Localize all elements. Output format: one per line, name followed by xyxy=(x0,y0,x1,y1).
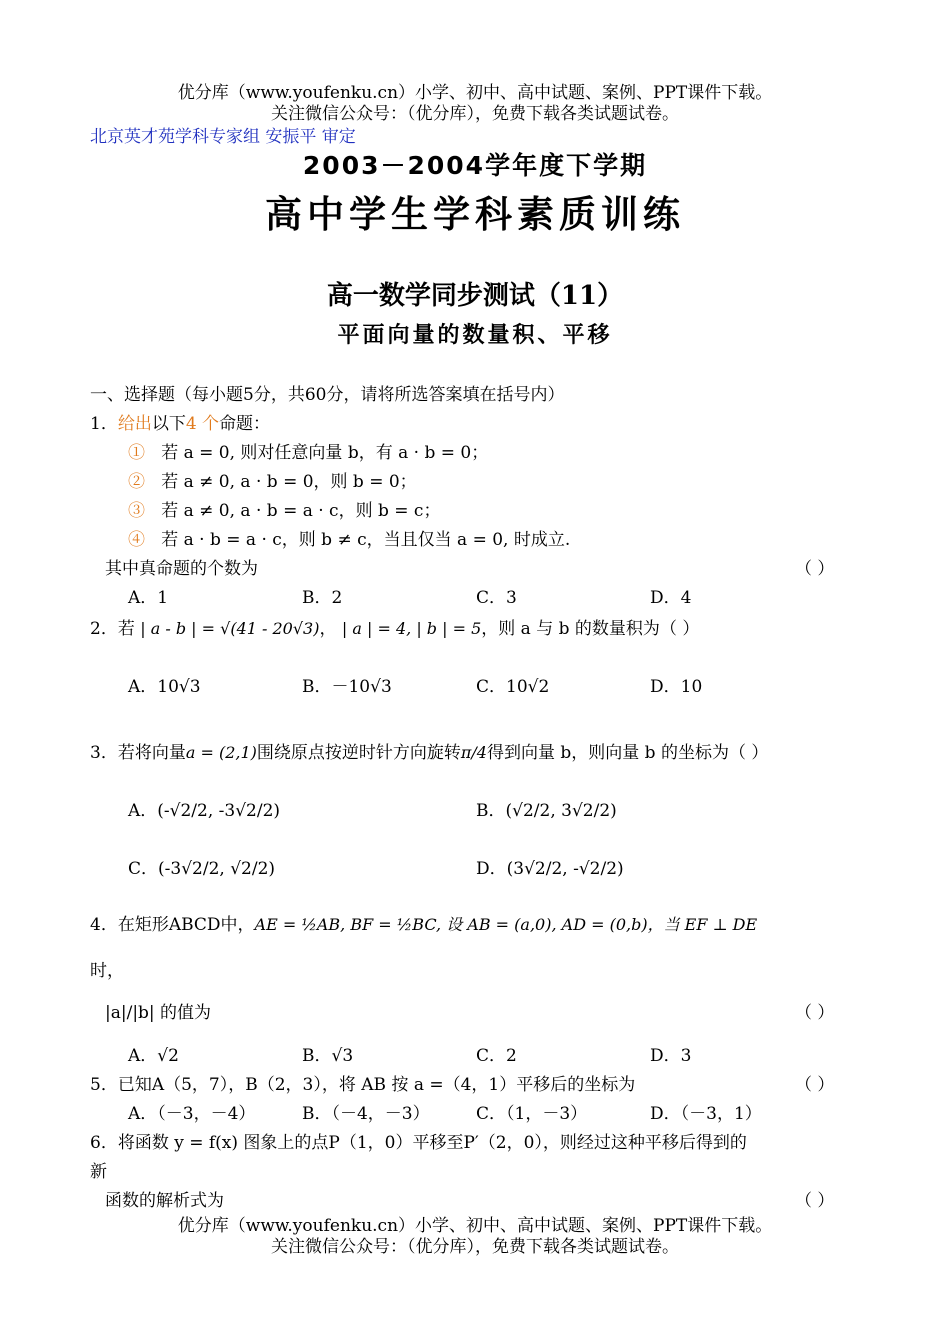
q1-tail: 命题： xyxy=(219,414,271,434)
q1-stem: 其中真命题的个数为 xyxy=(105,559,258,579)
header-line-1: 优分库（www.youfenku.cn）小学、初中、高中试题、案例、PPT课件下载。 xyxy=(177,83,773,103)
q4-stem xyxy=(90,910,757,935)
q2-stem: 2．若 | a - b | = √(41 - 20√3)， | a | = 4, | b | = 5，则 a 与 b 的数量积为 xyxy=(90,619,660,639)
q4-option-d: D．3 xyxy=(650,1046,692,1066)
q3-tail: 得到向量 b，则向量 b 的坐标为（ ） xyxy=(486,743,769,763)
footer-line-2: 关注微信公众号：（优分库），免费下载各类试题试卷。 xyxy=(271,1237,679,1257)
q5-stem: 5．已知A（5，7），B（2，3），将 AB 按 a =（4，1）平移后的坐标为 xyxy=(90,1075,636,1095)
q4-option-c: C．2 xyxy=(476,1046,517,1066)
q1-option-d: D．4 xyxy=(650,588,692,608)
q6-stem-line-1: 6．将函数 y = f(x) 图象上的点P（1，0）平移至P′（2，0），则经过这种平移后得到的 xyxy=(90,1133,747,1153)
q3-option-b: B．(√2/2, 3√2/2) xyxy=(476,801,617,821)
q5-option-d: D．（－3，1） xyxy=(650,1104,762,1124)
footer-line-1: 优分库（www.youfenku.cn）小学、初中、高中试题、案例、PPT课件下载。 xyxy=(177,1216,773,1236)
q1-option-a: A．1 xyxy=(128,588,169,608)
q1-option-c: C．3 xyxy=(476,588,517,608)
q1-item-1-text: 若 a = 0, 则对任意向量 b，有 a · b = 0； xyxy=(161,443,489,463)
q6-stem-line-2: 函数的解析式为 xyxy=(105,1191,224,1211)
q4-answer-paren: （ ） xyxy=(795,1003,835,1023)
q2-expr-2: | a | = 4, | b | = 5 xyxy=(341,619,482,638)
q3-stem xyxy=(90,738,768,763)
q1-option-b: B．2 xyxy=(302,588,343,608)
header-line-2: 关注微信公众号：（优分库），免费下载各类试题试卷。 xyxy=(271,104,679,124)
test-title: 高一数学同步测试（11） xyxy=(326,281,624,311)
q1-item-3-mark: ③ xyxy=(128,501,145,521)
q4-option-b: B．√3 xyxy=(302,1046,354,1066)
q4-number: 4．在矩形ABCD中， xyxy=(90,915,255,935)
q1-item-3-text: 若 a ≠ 0, a · b = a · c，则 b = c； xyxy=(161,501,441,521)
q3-number: 3．若将向量 xyxy=(90,743,186,763)
topic-title: 平面向量的数量积、平移 xyxy=(337,323,613,348)
q2-option-d: D．10 xyxy=(650,677,703,697)
q1-item-4-mark: ④ xyxy=(128,530,145,550)
q1-mid: 以下 xyxy=(151,414,186,434)
q5-option-b: B．（－4，－3） xyxy=(302,1104,430,1124)
q3-angle: π/4 xyxy=(460,743,487,762)
q2-option-a: A．10√3 xyxy=(128,677,201,697)
reviewer-note: 北京英才苑学科专家组 安振平 审定 xyxy=(90,127,356,147)
q4-expression: AE = ½AB, BF = ½BC, 设 AB = (a,0), AD = (0,b)，当 EF ⊥ DE xyxy=(254,915,758,934)
q3-vector: a = (2,1) xyxy=(185,743,257,762)
q6-stem-line-1b: 新 xyxy=(90,1162,107,1182)
q1-number: 1． xyxy=(90,414,118,434)
q1-answer-paren: （ ） xyxy=(795,559,835,579)
q2-answer-paren: （ ） xyxy=(660,619,700,639)
q2-option-c: C．10√2 xyxy=(476,677,550,697)
q5-option-c: C．（1，－3） xyxy=(476,1104,588,1124)
q1-given: 给出 xyxy=(117,414,152,434)
q2-expr-1: | a - b | = √(41 - 20√3) xyxy=(140,619,320,638)
q3-mid: 围绕原点按逆时针方向旋转 xyxy=(256,743,461,763)
q2-tail: ，则 a 与 b 的数量积为 xyxy=(481,619,660,639)
q4-when: 时， xyxy=(90,961,124,981)
q4-ratio: |a|/|b| 的值为 xyxy=(105,1003,212,1023)
q3-option-c: C．(-3√2/2, √2/2) xyxy=(128,859,276,879)
q4-option-a: A．√2 xyxy=(128,1046,179,1066)
main-title: 高中学生学科素质训练 xyxy=(265,193,685,236)
q5-answer-paren: （ ） xyxy=(795,1075,835,1095)
q3-option-d: D．(3√2/2, -√2/2) xyxy=(476,859,624,879)
q2-number: 2．若 xyxy=(90,619,135,639)
q1-item-2-text: 若 a ≠ 0, a · b = 0，则 b = 0； xyxy=(161,472,417,492)
q1-item-2-mark: ② xyxy=(128,472,145,492)
semester-title: 2003－2004学年度下学期 xyxy=(302,151,648,180)
q2-option-b: B．－10√3 xyxy=(302,677,392,697)
q1-item-2 xyxy=(128,467,417,492)
q1-item-1-mark: ① xyxy=(128,443,145,463)
q5-option-a: A．（－3，－4） xyxy=(128,1104,256,1124)
q1-item-1 xyxy=(128,438,488,463)
q3-option-a: A．(-√2/2, -3√2/2) xyxy=(128,801,281,821)
q1-item-4 xyxy=(128,525,570,550)
q1-intro xyxy=(90,409,270,434)
q6-answer-paren: （ ） xyxy=(795,1191,835,1211)
section-heading: 一、选择题（每小题5分，共60分，请将所选答案填在括号内） xyxy=(90,385,565,405)
q1-count: 4 个 xyxy=(185,414,220,434)
q1-item-3 xyxy=(128,496,440,521)
q1-item-4-text: 若 a · b = a · c，则 b ≠ c，当且仅当 a = 0, 时成立. xyxy=(161,530,571,550)
